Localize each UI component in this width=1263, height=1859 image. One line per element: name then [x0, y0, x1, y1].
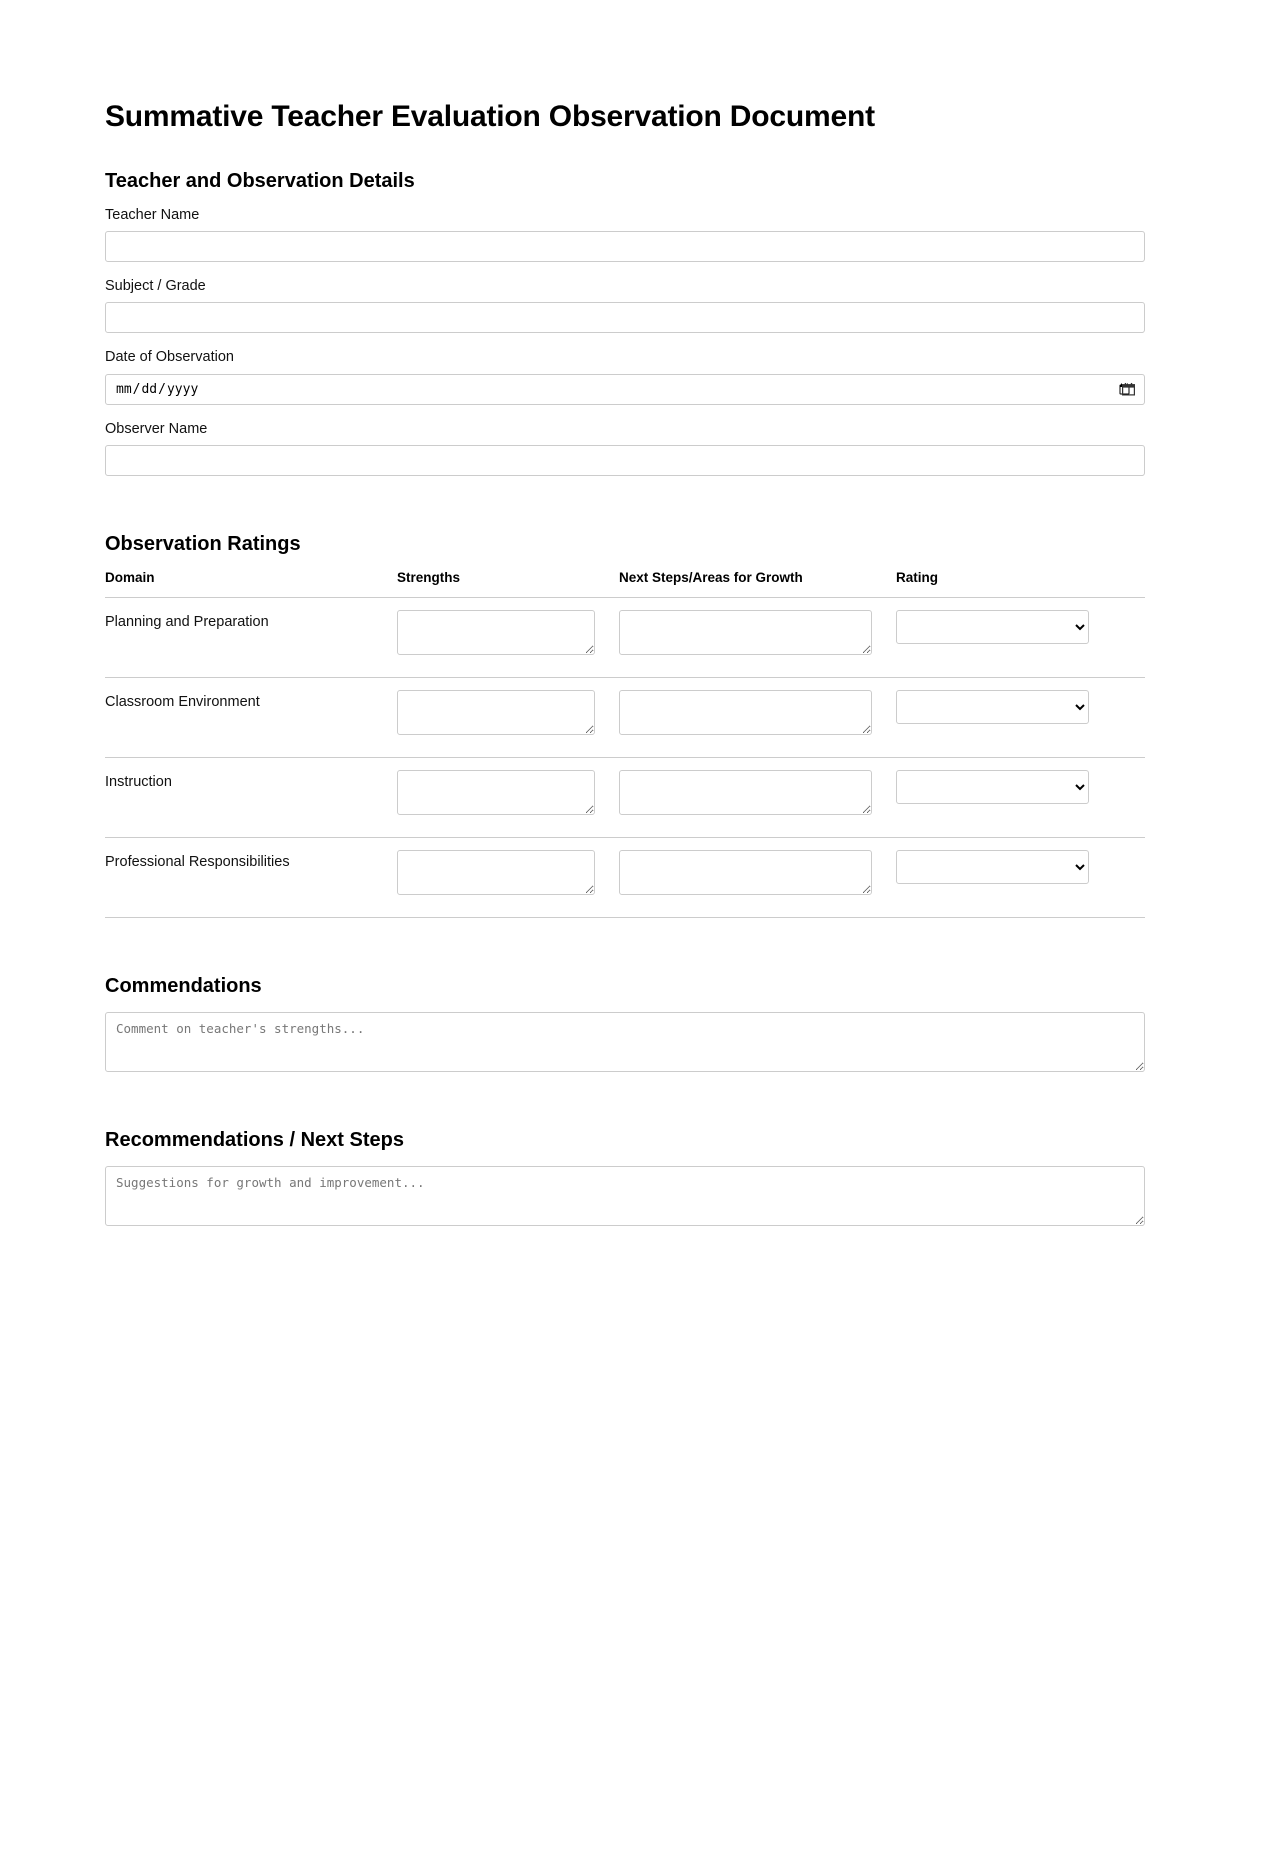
strengths-textarea[interactable]: [397, 690, 595, 735]
cell-rating: [896, 678, 1145, 758]
label-date-of-observation: Date of Observation: [105, 349, 234, 366]
next-steps-textarea[interactable]: [619, 850, 872, 895]
cell-domain: [105, 838, 397, 918]
section-heading-ratings: Observation Ratings: [105, 533, 301, 556]
field-observer-name: [105, 421, 1158, 476]
observation-ratings-table: [105, 570, 1145, 918]
section-heading-commendations: Commendations: [105, 975, 262, 998]
date-input-wrapper: [105, 374, 1145, 405]
rating-select[interactable]: [896, 690, 1089, 724]
section-heading-recommendations: Recommendations / Next Steps: [105, 1129, 404, 1152]
strengths-textarea[interactable]: [397, 850, 595, 895]
strengths-textarea[interactable]: [397, 770, 595, 815]
next-steps-textarea[interactable]: [619, 770, 872, 815]
cell-strengths: [397, 678, 619, 758]
rating-select[interactable]: [896, 770, 1089, 804]
field-teacher-name: [105, 207, 1158, 262]
cell-strengths: [397, 838, 619, 918]
field-subject-grade: [105, 278, 1158, 333]
table-header: [105, 570, 1145, 598]
table-body: [105, 598, 1145, 918]
next-steps-textarea[interactable]: [619, 610, 872, 655]
column-header-domain: Domain: [105, 570, 397, 598]
table-row: [105, 838, 1145, 918]
subject-grade-input[interactable]: [105, 302, 1145, 333]
cell-rating: [896, 758, 1145, 838]
cell-next-steps: [619, 838, 896, 918]
label-subject-grade: Subject / Grade: [105, 277, 206, 294]
cell-strengths: [397, 598, 619, 678]
cell-rating: [896, 838, 1145, 918]
column-header-rating: Rating: [896, 570, 1145, 598]
recommendations-textarea[interactable]: [105, 1166, 1145, 1226]
cell-next-steps: [619, 758, 896, 838]
section-heading-details: Teacher and Observation Details: [105, 169, 415, 192]
domain-label: Classroom Environment: [105, 694, 260, 711]
table-row: [105, 598, 1145, 678]
field-date-of-observation: [105, 349, 1158, 404]
table-row: [105, 758, 1145, 838]
strengths-textarea[interactable]: [397, 610, 595, 655]
cell-domain: [105, 598, 397, 678]
label-observer-name: Observer Name: [105, 420, 208, 437]
label-teacher-name: Teacher Name: [105, 206, 200, 223]
commendations-textarea[interactable]: [105, 1012, 1145, 1072]
table-row: [105, 678, 1145, 758]
teacher-name-input[interactable]: [105, 231, 1145, 262]
rating-select[interactable]: [896, 850, 1089, 884]
rating-select[interactable]: [896, 610, 1089, 644]
domain-label: Professional Responsibilities: [105, 854, 290, 871]
observer-name-input[interactable]: [105, 445, 1145, 476]
cell-strengths: [397, 758, 619, 838]
domain-label: Planning and Preparation: [105, 614, 269, 631]
page-title: Summative Teacher Evaluation Observation Document: [105, 100, 875, 133]
cell-next-steps: [619, 678, 896, 758]
cell-domain: [105, 678, 397, 758]
cell-domain: [105, 758, 397, 838]
cell-rating: [896, 598, 1145, 678]
cell-next-steps: [619, 598, 896, 678]
table-header-row: [105, 570, 1145, 598]
domain-label: Instruction: [105, 774, 172, 791]
date-of-observation-input[interactable]: [105, 374, 1145, 405]
next-steps-textarea[interactable]: [619, 690, 872, 735]
column-header-strengths: Strengths: [397, 570, 619, 598]
column-header-next-steps: Next Steps/Areas for Growth: [619, 570, 896, 598]
